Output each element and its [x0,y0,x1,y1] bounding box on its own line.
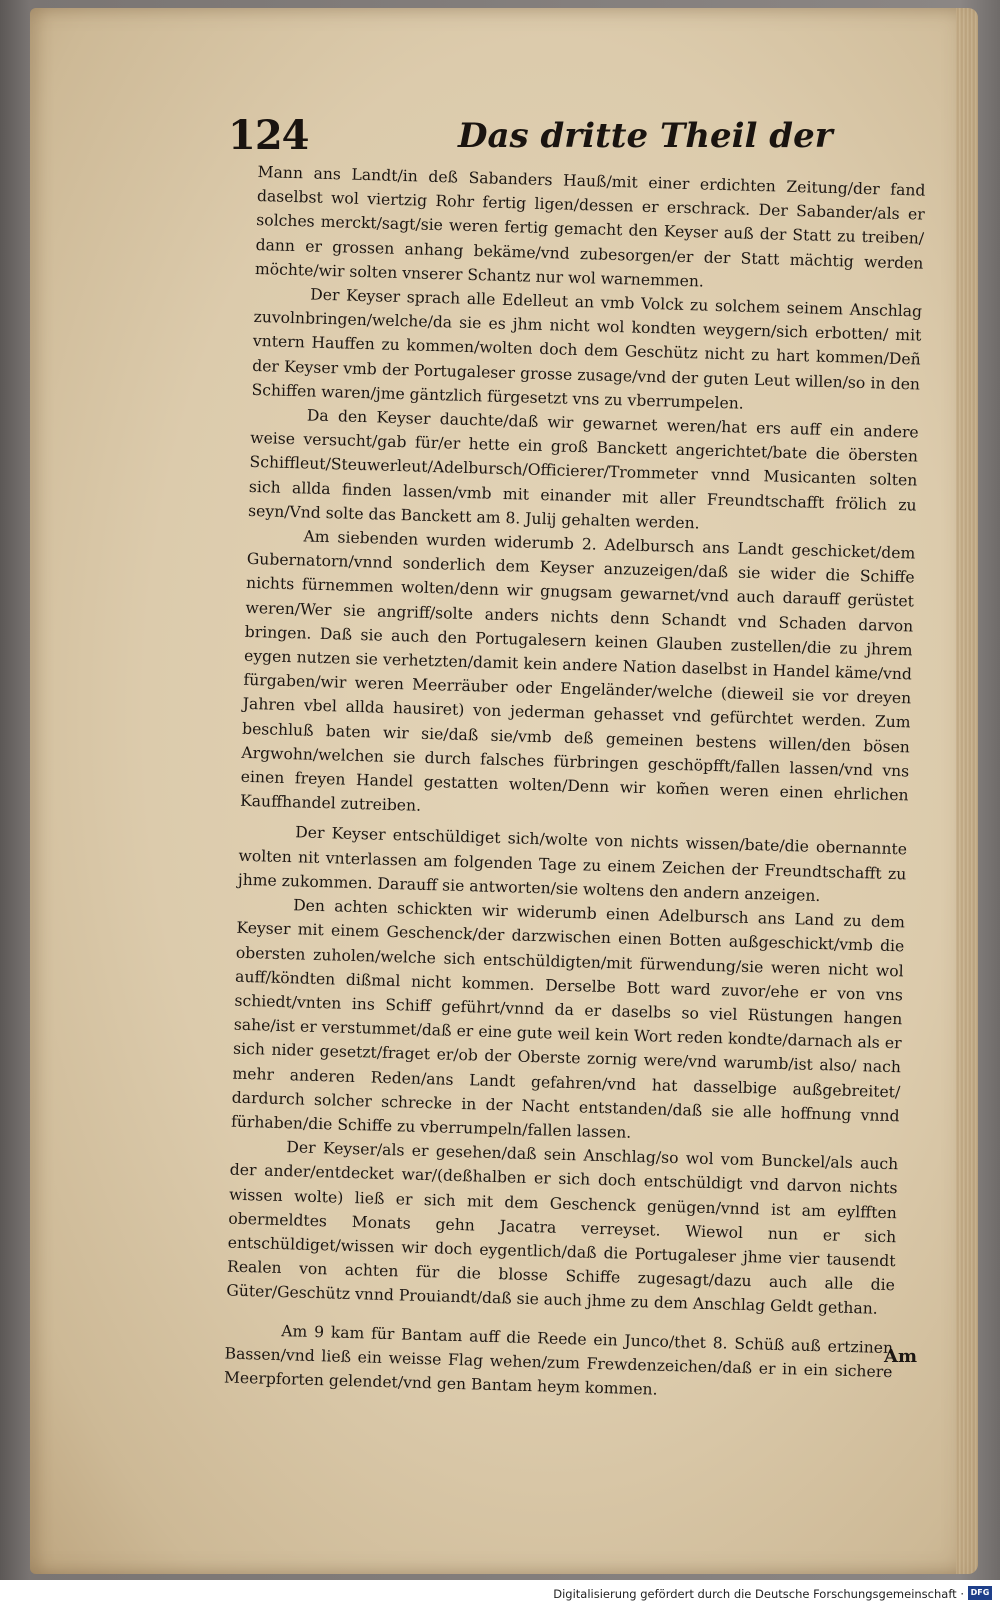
paragraph: Am 9 kam für Bantam auff die Reede ein Junco/thet 8. Schüß auß ertzinen Bassen/vnd ließ ein weisse Flag wehen/zum Frewdenzeichen/daß er in ein sichere Meerpforten gelendet/vnd gen Bantam heym kommen. [223,1321,894,1399]
paragraph: Am siebenden wurden widerumb 2. Adelbursch ans Landt geschicket/dem Gubernatorn/vnnd sonderlich dem Keyser anzuzeigen/daß sie wider die Schiffe nichts fürnemmen wolten/denn wir gnugsam gewarnet/vnd auch darauff gerüstet weren/Wer sie angriff/solte anders nichts denn Schandt vnd Schaden darvon bringen. Daß sie auch den Portugalesern keinen Glauben zustellen/die zu jhrem eygen nutzen sie verhetzten/damit kein andere Nation daselbst in Handel käme/vnd fürgaben/wir weren Meerräuber oder Engeländer/welche (dieweil sie vor dreyen Jahren vbel allda hausiret) von jederman gehasset vnd gefürchtet werden. Zum beschluß baten wir sie/daß sie/vmb deß gemeinen bestens willen/den bösen Argwohn/welchen sie durch falsches fürbringen geschöpfft/fallen lassen/vnd vns einen freyen Handel gestatten wolten/Denn wir kom̃en weren einen ehrlichen Kauffhandel zutreiben. [239,527,916,816]
footer-bar [0,1580,1000,1608]
paragraph: Der Keyser/als er gesehen/daß sein Anschlag/so wol vom Bunckel/als auch der ander/entdecket war/(deßhalben er sich doch entschüldigt vnd darvon nichts wissen wolte) ließ er sich mit dem Geschenck genügen/vnnd ist am eylfften obermeldtes Monats gehn Jacatra verreyset. Wiewol nun er sich entschüldiget/wissen wir doch eygentlich/daß die Portugaleser jhme vier tausendt Realen von achten für die blosse Schiffe zugesagt/dazu auch alle die Güter/Geschütz vnnd Prouiandt/daß sie auch jhme zu dem Anschlag Geldt gethan. [226,1138,899,1319]
catchword: Am [884,1346,918,1367]
paragraph: Da den Keyser dauchte/daß wir gewarnet weren/hat ers auff ein andere weise versucht/gab für/er hette ein groß Banckett angerichtet/bate die öbersten Schiffleut/Steuwerleut/Adelbursch/Officierer/Trommeter vnnd Musicanten solten sich allda finden lassen/vmb mit einander mit aller Freundtschafft frölich zu seyn/Vnd solte das Banckett am 8. Julij gehalten werden. [247,406,919,533]
funding-credit: Digitalisierung gefördert durch die Deutsche Forschungsgemeinschaft · [553,1587,964,1601]
paragraph: Mann ans Landt/in deß Sabanders Hauß/mit einer erdichten Zeitung/der fand daselbst wol viertzig Rohr fertig ligen/dessen er erschrack. Der Sabander/als er solches merckt/sagt/sie weren fertig gemacht den Keyser auß der Statt zu treiben/ dann er grossen anhang bekäme/vnd zubesorgen/er der Statt mächtig werden möchte/wir solten vnserer Schantz nur wol warnemmen. [254,162,926,291]
paragraph: Der Keyser sprach alle Edelleut an vmb Volck zu solchem seinem Anschlag zuvolnbringen/welche/da sie es jhm nicht wol kondten weygern/sich erbotten/ mit vntern Hauffen zu kommen/wolten doch dem Geschütz nicht zu hart kommen/Deñ der Keyser vmb der Portugaleser grosse zusage/vnd der guten Leut willen/so in den Schiffen waren/jme gäntzlich fürgesetzt vns zu vberrumpelen. [251,285,923,413]
running-title: Das dritte Theil der [458,116,833,156]
page-number: 124 [228,112,309,159]
paragraph: Den achten schickten wir widerumb einen Adelbursch ans Land zu dem Keyser mit einem Geschenck/der darzwischen einen Botten außgeschickt/vmb die obersten zuholen/welche sich entschüldigten/mit fürwendung/sie weren nicht wol auff/köndten dißmal nicht kommen. Derselbe Bott ward zuvor/ehe er von vns schiedt/vnten ins Schiff geführt/vnnd da er daselbs so viel Rüstungen hangen sahe/ist er verstummet/daß er eine gute weil kein Wort reden kondte/darnach als er sich nider gesetzt/fraget er/ob der Oberste zornig were/vnd warumb/ist also/ nach mehr anderen Reden/ans Landt gefahren/vnd hat dasselbige außgebreitet/ dardurch solcher schrecke in der Nacht entstanden/daß sie alle hoffnung vnnd fürhaben/die Schiffe zu vberrumpeln/fallen lassen. [230,896,906,1142]
paragraph: Der Keyser entschüldiget sich/wolte von nichts wissen/bate/die obernannte wolten nit vnterlassen am folgenden Tage zu einem Zeichen der Freundtschafft zu jhme zukommen. Darauff sie antworten/sie woltens den andern anzeigen. [237,823,908,905]
dfg-logo-icon: DFG [968,1586,992,1600]
page-edge [956,8,978,1574]
page-header [228,112,833,162]
body-text [224,160,926,1408]
